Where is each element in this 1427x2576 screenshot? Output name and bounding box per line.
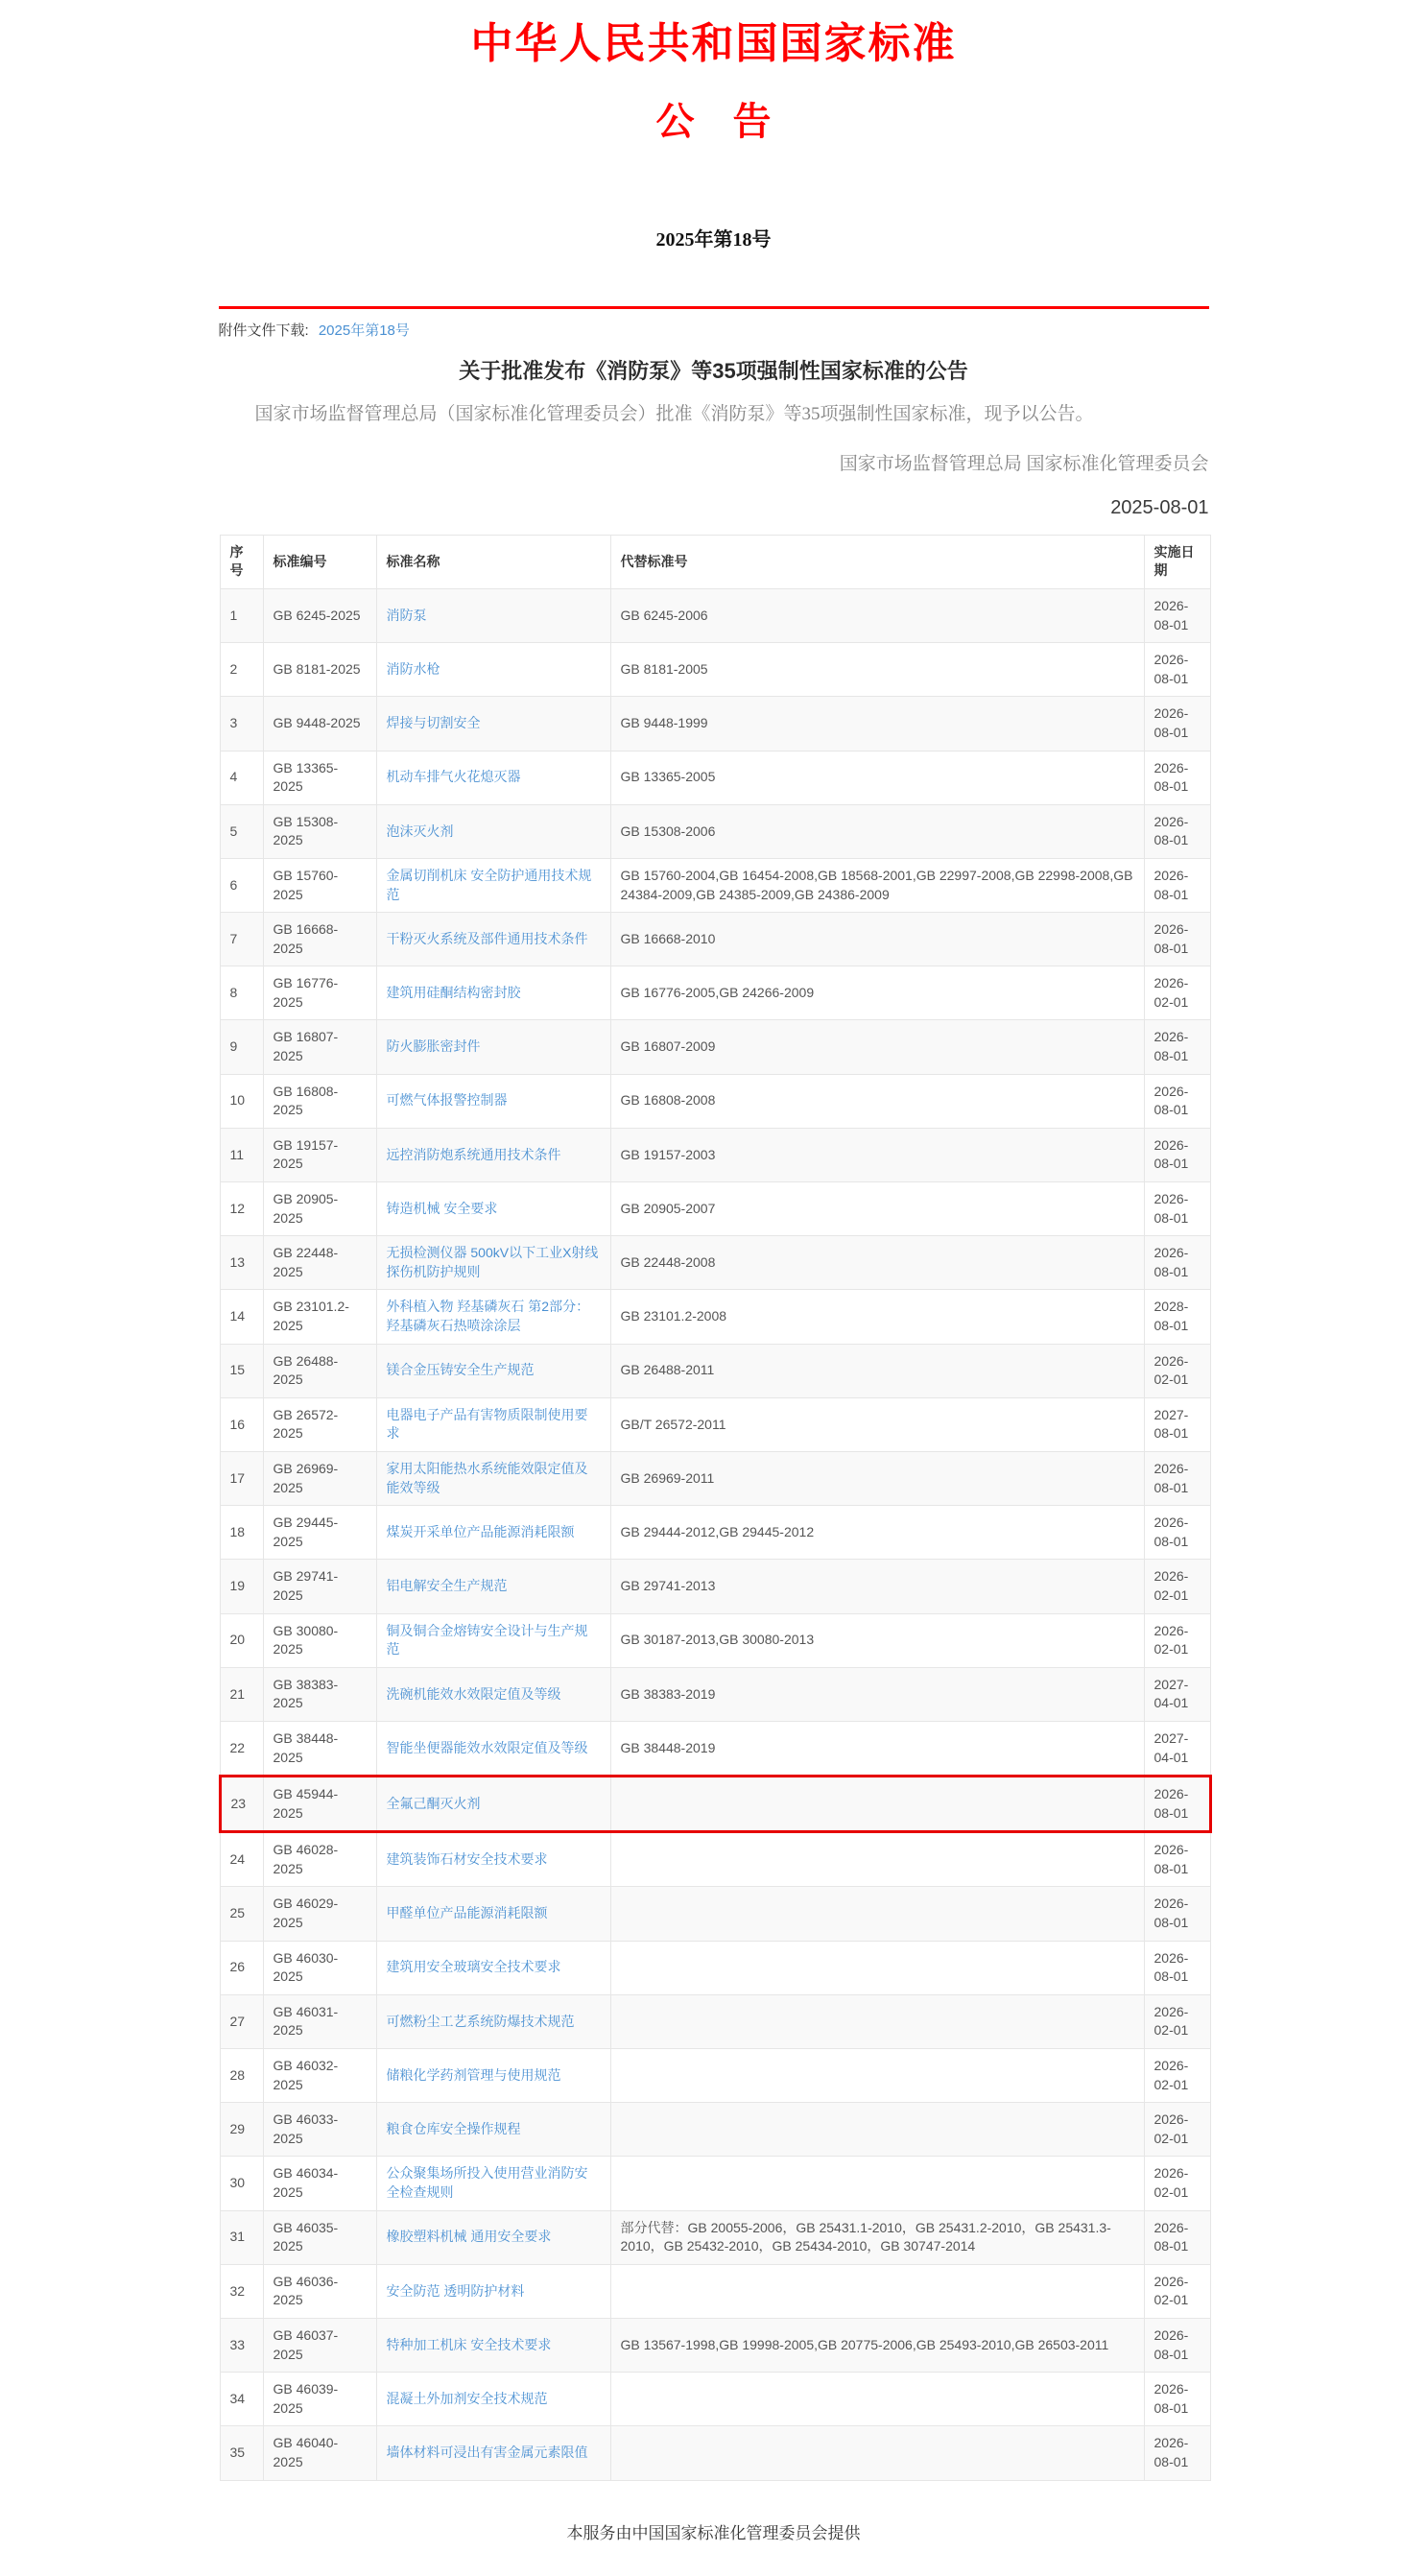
table-row	[220, 913, 1210, 966]
replaced-standards-cell: GB 38383-2019	[610, 1667, 1144, 1721]
row-index-cell: 31	[220, 2210, 263, 2264]
announcement-subtitle: 公 告	[655, 99, 772, 143]
row-index-cell: 14	[220, 1290, 263, 1344]
standard-name-link[interactable]: 焊接与切割安全	[386, 715, 481, 731]
standard-code-cell: GB 29741-2025	[263, 1560, 376, 1613]
implementation-date-cell: 2026-08-01	[1144, 1887, 1210, 1941]
standard-code-cell: GB 19157-2025	[263, 1128, 376, 1181]
standard-code-cell: GB 45944-2025	[263, 1777, 376, 1832]
standard-name-cell	[376, 2426, 610, 2480]
standard-code-cell: GB 16807-2025	[263, 1020, 376, 1074]
standard-name-link[interactable]: 外科植入物 羟基磷灰石 第2部分：羟基磷灰石热喷涂涂层	[386, 1299, 590, 1334]
replaced-standards-cell: GB/T 26572-2011	[610, 1397, 1144, 1451]
notice-title: 关于批准发布《消防泵》等35项强制性国家标准的公告	[459, 358, 968, 383]
implementation-date-cell: 2026-08-01	[1144, 1506, 1210, 1560]
table-row	[220, 858, 1210, 912]
issue-number: 2025年第18号	[655, 228, 772, 250]
replaced-standards-cell: GB 26969-2011	[610, 1451, 1144, 1505]
standard-name-cell	[376, 1074, 610, 1128]
standard-name-link[interactable]: 可燃粉尘工艺系统防爆技术规范	[386, 2013, 575, 2029]
table-row	[220, 2210, 1210, 2264]
implementation-date-cell: 2026-02-01	[1144, 1994, 1210, 2048]
replaced-standards-cell: GB 22448-2008	[610, 1236, 1144, 1290]
implementation-date-cell: 2026-08-01	[1144, 1128, 1210, 1181]
standard-name-cell	[376, 804, 610, 858]
table-row	[220, 643, 1210, 697]
standard-name-cell	[376, 1613, 610, 1667]
standard-name-link[interactable]: 智能坐便器能效水效限定值及等级	[386, 1739, 588, 1755]
implementation-date-cell: 2026-08-01	[1144, 1236, 1210, 1290]
standard-code-cell: GB 8181-2025	[263, 643, 376, 697]
standard-name-link[interactable]: 消防泵	[386, 607, 427, 623]
standard-code-cell: GB 16808-2025	[263, 1074, 376, 1128]
replaced-standards-cell: GB 29444-2012,GB 29445-2012	[610, 1506, 1144, 1560]
implementation-date-cell: 2026-08-01	[1144, 588, 1210, 642]
table-row	[220, 697, 1210, 751]
row-index-cell: 8	[220, 966, 263, 1020]
implementation-date-cell: 2026-02-01	[1144, 2103, 1210, 2157]
page-title: 中华人民共和国国家标准	[470, 20, 957, 67]
table-row	[220, 2049, 1210, 2103]
replaced-standards-cell: GB 6245-2006	[610, 588, 1144, 642]
standard-name-link[interactable]: 建筑用安全玻璃安全技术要求	[386, 1959, 561, 1975]
standard-code-cell: GB 46030-2025	[263, 1941, 376, 1994]
replaced-standards-cell	[610, 1777, 1144, 1832]
table-row	[220, 2264, 1210, 2318]
standard-name-link[interactable]: 铜及铜合金熔铸安全设计与生产规范	[386, 1622, 588, 1658]
standard-name-link[interactable]: 金属切削机床 安全防护通用技术规范	[386, 867, 592, 902]
row-index-cell: 2	[220, 643, 263, 697]
standard-code-cell: GB 15308-2025	[263, 804, 376, 858]
standard-code-cell: GB 46039-2025	[263, 2373, 376, 2426]
implementation-date-cell: 2028-08-01	[1144, 1290, 1210, 1344]
standard-code-cell: GB 38448-2025	[263, 1721, 376, 1776]
table-row	[220, 2157, 1210, 2210]
implementation-date-cell: 2026-02-01	[1144, 1560, 1210, 1613]
replaced-standards-cell	[610, 2157, 1144, 2210]
implementation-date-cell: 2026-08-01	[1144, 1182, 1210, 1236]
standard-name-link[interactable]: 安全防范 透明防护材料	[386, 2282, 525, 2299]
standard-name-link[interactable]: 机动车排气火花熄灭器	[386, 769, 521, 785]
standard-name-cell	[376, 1344, 610, 1397]
standard-name-link[interactable]: 泡沫灭火剂	[386, 823, 454, 839]
standard-name-link[interactable]: 建筑装饰石材安全技术要求	[386, 1851, 548, 1868]
table-row	[220, 1182, 1210, 1236]
standard-name-cell	[376, 1777, 610, 1832]
row-index-cell: 30	[220, 2157, 263, 2210]
row-index-cell: 27	[220, 1994, 263, 2048]
table-row	[220, 2318, 1210, 2372]
standard-code-cell: GB 46028-2025	[263, 1832, 376, 1887]
replaced-standards-cell: GB 19157-2003	[610, 1128, 1144, 1181]
standards-table	[219, 535, 1212, 2481]
standard-code-cell: GB 22448-2025	[263, 1236, 376, 1290]
standard-name-cell	[376, 858, 610, 912]
table-row	[220, 1721, 1210, 1776]
row-index-cell: 7	[220, 913, 263, 966]
replaced-standards-cell: GB 9448-1999	[610, 697, 1144, 751]
standard-name-link[interactable]: 防火膨胀密封件	[386, 1038, 481, 1055]
row-index-cell: 16	[220, 1397, 263, 1451]
replaced-standards-cell	[610, 1832, 1144, 1887]
attachment-link[interactable]: 2025年第18号	[318, 322, 410, 339]
replaced-standards-cell: GB 38448-2019	[610, 1721, 1144, 1776]
implementation-date-cell: 2026-08-01	[1144, 697, 1210, 751]
implementation-date-cell: 2027-04-01	[1144, 1667, 1210, 1721]
replaced-standards-cell	[610, 1941, 1144, 1994]
table-row	[220, 2103, 1210, 2157]
replaced-standards-cell: GB 30187-2013,GB 30080-2013	[610, 1613, 1144, 1667]
standard-code-cell: GB 30080-2025	[263, 1613, 376, 1667]
implementation-date-cell: 2026-08-01	[1144, 804, 1210, 858]
standard-name-cell	[376, 2264, 610, 2318]
implementation-date-cell: 2026-02-01	[1144, 1344, 1210, 1397]
row-index-cell: 12	[220, 1182, 263, 1236]
implementation-date-cell: 2026-08-01	[1144, 2426, 1210, 2480]
standard-name-link[interactable]: 洗碗机能效水效限定值及等级	[386, 1685, 561, 1702]
implementation-date-cell: 2027-08-01	[1144, 1397, 1210, 1451]
standard-name-cell	[376, 1182, 610, 1236]
standard-name-link[interactable]: 镁合金压铸安全生产规范	[386, 1362, 535, 1378]
table-row	[220, 1128, 1210, 1181]
row-index-cell: 18	[220, 1506, 263, 1560]
row-index-cell: 6	[220, 858, 263, 912]
standard-name-link[interactable]: 全氟己酮灭火剂	[386, 1795, 481, 1811]
issuing-authority: 国家市场监督管理总局 国家标准化管理委员会	[839, 453, 1209, 474]
standard-name-cell	[376, 1506, 610, 1560]
table-row	[220, 2426, 1210, 2480]
standard-code-cell: GB 9448-2025	[263, 697, 376, 751]
row-index-cell: 28	[220, 2049, 263, 2103]
standard-name-link[interactable]: 煤炭开采单位产品能源消耗限额	[386, 1523, 575, 1539]
row-index-cell: 25	[220, 1887, 263, 1941]
implementation-date-cell: 2026-08-01	[1144, 1451, 1210, 1505]
row-index-cell: 34	[220, 2373, 263, 2426]
row-index-cell: 24	[220, 1832, 263, 1887]
replaced-standards-cell: GB 15308-2006	[610, 804, 1144, 858]
row-index-cell: 29	[220, 2103, 263, 2157]
table-row	[220, 1832, 1210, 1887]
table-header-row	[220, 535, 1210, 588]
standard-name-cell	[376, 1236, 610, 1290]
standard-name-cell	[376, 2049, 610, 2103]
standard-name-cell	[376, 751, 610, 804]
replaced-standards-cell: GB 23101.2-2008	[610, 1290, 1144, 1344]
row-index-cell: 13	[220, 1236, 263, 1290]
standard-code-cell: GB 26488-2025	[263, 1344, 376, 1397]
implementation-date-cell: 2026-08-01	[1144, 751, 1210, 804]
standard-name-link[interactable]: 特种加工机床 安全技术要求	[386, 2336, 552, 2352]
row-index-cell: 17	[220, 1451, 263, 1505]
table-row	[220, 1887, 1210, 1941]
replaced-standards-cell	[610, 2264, 1144, 2318]
table-row	[220, 1074, 1210, 1128]
standard-code-cell: GB 26572-2025	[263, 1397, 376, 1451]
row-index-cell: 19	[220, 1560, 263, 1613]
table-row	[220, 1344, 1210, 1397]
implementation-date-cell: 2026-08-01	[1144, 1020, 1210, 1074]
standard-code-cell: GB 46033-2025	[263, 2103, 376, 2157]
standards-table-body	[220, 588, 1210, 2480]
row-index-cell: 35	[220, 2426, 263, 2480]
replaced-standards-cell: GB 15760-2004,GB 16454-2008,GB 18568-2001,GB 22997-2008,GB 22998-2008,GB 24384-2009,GB 24385-2009,GB 24386-2009	[610, 858, 1144, 912]
implementation-date-cell: 2026-08-01	[1144, 1074, 1210, 1128]
footer-provider: 本服务由中国国家标准化管理委员会提供	[566, 2523, 861, 2542]
standard-name-cell	[376, 1290, 610, 1344]
standard-name-cell	[376, 588, 610, 642]
replaced-standards-cell: GB 13365-2005	[610, 751, 1144, 804]
standard-code-cell: GB 13365-2025	[263, 751, 376, 804]
col-header-index: 序号	[220, 535, 263, 588]
replaced-standards-cell	[610, 1887, 1144, 1941]
standard-name-cell	[376, 2373, 610, 2426]
standard-code-cell: GB 26969-2025	[263, 1451, 376, 1505]
notice-body: 国家市场监督管理总局（国家标准化管理委员会）批准《消防泵》等35项强制性国家标准，现予以公告。	[254, 403, 1094, 424]
standard-name-cell	[376, 643, 610, 697]
replaced-standards-cell	[610, 2049, 1144, 2103]
implementation-date-cell: 2026-02-01	[1144, 966, 1210, 1020]
standard-name-cell	[376, 1397, 610, 1451]
replaced-standards-cell	[610, 1994, 1144, 2048]
standard-name-cell	[376, 2157, 610, 2210]
attachment-row	[219, 321, 1209, 342]
implementation-date-cell: 2026-08-01	[1144, 2210, 1210, 2264]
standard-code-cell: GB 20905-2025	[263, 1182, 376, 1236]
standard-name-link[interactable]: 甲醛单位产品能源消耗限额	[386, 1905, 548, 1921]
replaced-standards-cell: GB 26488-2011	[610, 1344, 1144, 1397]
replaced-standards-cell	[610, 2373, 1144, 2426]
standard-name-link[interactable]: 粮食仓库安全操作规程	[386, 2121, 521, 2137]
row-index-cell: 32	[220, 2264, 263, 2318]
standard-name-link[interactable]: 无损检测仪器 500kV以下工业X射线探伤机防护规则	[386, 1245, 599, 1279]
implementation-date-cell: 2026-08-01	[1144, 913, 1210, 966]
implementation-date-cell: 2026-08-01	[1144, 1777, 1210, 1832]
standard-name-cell	[376, 1887, 610, 1941]
table-row	[220, 1777, 1210, 1832]
col-header-implementation-date: 实施日期	[1144, 535, 1210, 588]
standard-code-cell: GB 16776-2025	[263, 966, 376, 1020]
row-index-cell: 20	[220, 1613, 263, 1667]
standard-name-cell	[376, 913, 610, 966]
replaced-standards-cell: GB 16668-2010	[610, 913, 1144, 966]
standard-name-link[interactable]: 建筑用硅酮结构密封胶	[386, 985, 521, 1001]
col-header-replaced-standards: 代替标准号	[610, 535, 1144, 588]
row-index-cell: 15	[220, 1344, 263, 1397]
replaced-standards-cell: GB 13567-1998,GB 19998-2005,GB 20775-2006,GB 25493-2010,GB 26503-2011	[610, 2318, 1144, 2372]
standard-code-cell: GB 46031-2025	[263, 1994, 376, 2048]
replaced-standards-cell: GB 8181-2005	[610, 643, 1144, 697]
table-row	[220, 966, 1210, 1020]
standard-code-cell: GB 46032-2025	[263, 2049, 376, 2103]
table-row	[220, 1994, 1210, 2048]
row-index-cell: 11	[220, 1128, 263, 1181]
table-row	[220, 1397, 1210, 1451]
row-index-cell: 26	[220, 1941, 263, 1994]
standard-name-cell	[376, 1667, 610, 1721]
table-row	[220, 1020, 1210, 1074]
row-index-cell: 22	[220, 1721, 263, 1776]
standard-name-cell	[376, 1128, 610, 1181]
standard-name-link[interactable]: 铸造机械 安全要求	[386, 1200, 498, 1216]
standard-name-cell	[376, 2103, 610, 2157]
replaced-standards-cell: GB 16808-2008	[610, 1074, 1144, 1128]
implementation-date-cell: 2026-02-01	[1144, 2049, 1210, 2103]
standard-code-cell: GB 46035-2025	[263, 2210, 376, 2264]
col-header-standard-name: 标准名称	[376, 535, 610, 588]
table-row	[220, 804, 1210, 858]
standard-code-cell: GB 46029-2025	[263, 1887, 376, 1941]
standard-name-link[interactable]: 可燃气体报警控制器	[386, 1092, 508, 1109]
replaced-standards-cell	[610, 2426, 1144, 2480]
standard-name-cell	[376, 2318, 610, 2372]
implementation-date-cell: 2026-08-01	[1144, 2318, 1210, 2372]
standard-name-link[interactable]: 铝电解安全生产规范	[386, 1578, 508, 1594]
table-row	[220, 751, 1210, 804]
announcement-page	[219, 0, 1209, 2543]
table-row	[220, 1451, 1210, 1505]
row-index-cell: 9	[220, 1020, 263, 1074]
row-index-cell: 10	[220, 1074, 263, 1128]
standard-name-link[interactable]: 公众聚集场所投入使用营业消防安全检查规则	[386, 2165, 588, 2201]
publish-date: 2025-08-01	[1110, 496, 1209, 518]
standard-name-link[interactable]: 混凝土外加剂安全技术规范	[386, 2390, 548, 2406]
attachment-label: 附件文件下载:	[218, 322, 309, 339]
standard-name-cell	[376, 1941, 610, 1994]
implementation-date-cell: 2026-08-01	[1144, 643, 1210, 697]
replaced-standards-cell: GB 29741-2013	[610, 1560, 1144, 1613]
standard-name-cell	[376, 2210, 610, 2264]
standard-code-cell: GB 38383-2025	[263, 1667, 376, 1721]
standard-name-cell	[376, 697, 610, 751]
standard-name-cell	[376, 1020, 610, 1074]
table-row	[220, 1236, 1210, 1290]
standard-code-cell: GB 46037-2025	[263, 2318, 376, 2372]
red-divider-line	[219, 306, 1209, 309]
standard-name-link[interactable]: 远控消防炮系统通用技术条件	[386, 1146, 561, 1162]
table-row	[220, 1613, 1210, 1667]
implementation-date-cell: 2027-04-01	[1144, 1721, 1210, 1776]
row-index-cell: 1	[220, 588, 263, 642]
row-index-cell: 5	[220, 804, 263, 858]
row-index-cell: 4	[220, 751, 263, 804]
implementation-date-cell: 2026-08-01	[1144, 2373, 1210, 2426]
standard-name-link[interactable]: 干粉灭火系统及部件通用技术条件	[386, 930, 588, 946]
table-row	[220, 1667, 1210, 1721]
standard-name-link[interactable]: 消防水枪	[386, 660, 440, 677]
standard-code-cell: GB 46034-2025	[263, 2157, 376, 2210]
table-row	[220, 1560, 1210, 1613]
standard-code-cell: GB 15760-2025	[263, 858, 376, 912]
standard-code-cell: GB 29445-2025	[263, 1506, 376, 1560]
table-row	[220, 588, 1210, 642]
replaced-standards-cell: GB 16776-2005,GB 24266-2009	[610, 966, 1144, 1020]
standard-name-cell	[376, 1994, 610, 2048]
implementation-date-cell: 2026-02-01	[1144, 2157, 1210, 2210]
implementation-date-cell: 2026-02-01	[1144, 2264, 1210, 2318]
table-row	[220, 1506, 1210, 1560]
standard-code-cell: GB 6245-2025	[263, 588, 376, 642]
replaced-standards-cell: GB 20905-2007	[610, 1182, 1144, 1236]
standard-name-cell	[376, 966, 610, 1020]
implementation-date-cell: 2026-08-01	[1144, 1941, 1210, 1994]
standard-code-cell: GB 46036-2025	[263, 2264, 376, 2318]
standard-name-link[interactable]: 墙体材料可浸出有害金属元素限值	[386, 2445, 588, 2461]
standard-code-cell: GB 16668-2025	[263, 913, 376, 966]
table-row	[220, 1290, 1210, 1344]
table-row	[220, 2373, 1210, 2426]
col-header-standard-code: 标准编号	[263, 535, 376, 588]
replaced-standards-cell: GB 16807-2009	[610, 1020, 1144, 1074]
implementation-date-cell: 2026-02-01	[1144, 1613, 1210, 1667]
standard-name-link[interactable]: 家用太阳能热水系统能效限定值及能效等级	[386, 1460, 588, 1495]
standard-name-cell	[376, 1451, 610, 1505]
standard-code-cell: GB 46040-2025	[263, 2426, 376, 2480]
row-index-cell: 23	[220, 1777, 263, 1832]
row-index-cell: 3	[220, 697, 263, 751]
standard-name-cell	[376, 1832, 610, 1887]
standard-name-cell	[376, 1721, 610, 1776]
replaced-standards-cell	[610, 2103, 1144, 2157]
replaced-standards-cell: 部分代替：GB 20055-2006，GB 25431.1-2010，GB 25431.2-2010，GB 25431.3-2010，GB 25432-2010，GB 25434-2010，GB 30747-2014	[610, 2210, 1144, 2264]
standard-name-cell	[376, 1560, 610, 1613]
row-index-cell: 33	[220, 2318, 263, 2372]
table-row	[220, 1941, 1210, 1994]
row-index-cell: 21	[220, 1667, 263, 1721]
implementation-date-cell: 2026-08-01	[1144, 1832, 1210, 1887]
standard-code-cell: GB 23101.2-2025	[263, 1290, 376, 1344]
standard-name-link[interactable]: 电器电子产品有害物质限制使用要求	[386, 1406, 588, 1442]
implementation-date-cell: 2026-08-01	[1144, 858, 1210, 912]
standard-name-link[interactable]: 橡胶塑料机械 通用安全要求	[386, 2229, 552, 2245]
standard-name-link[interactable]: 储粮化学药剂管理与使用规范	[386, 2066, 561, 2083]
